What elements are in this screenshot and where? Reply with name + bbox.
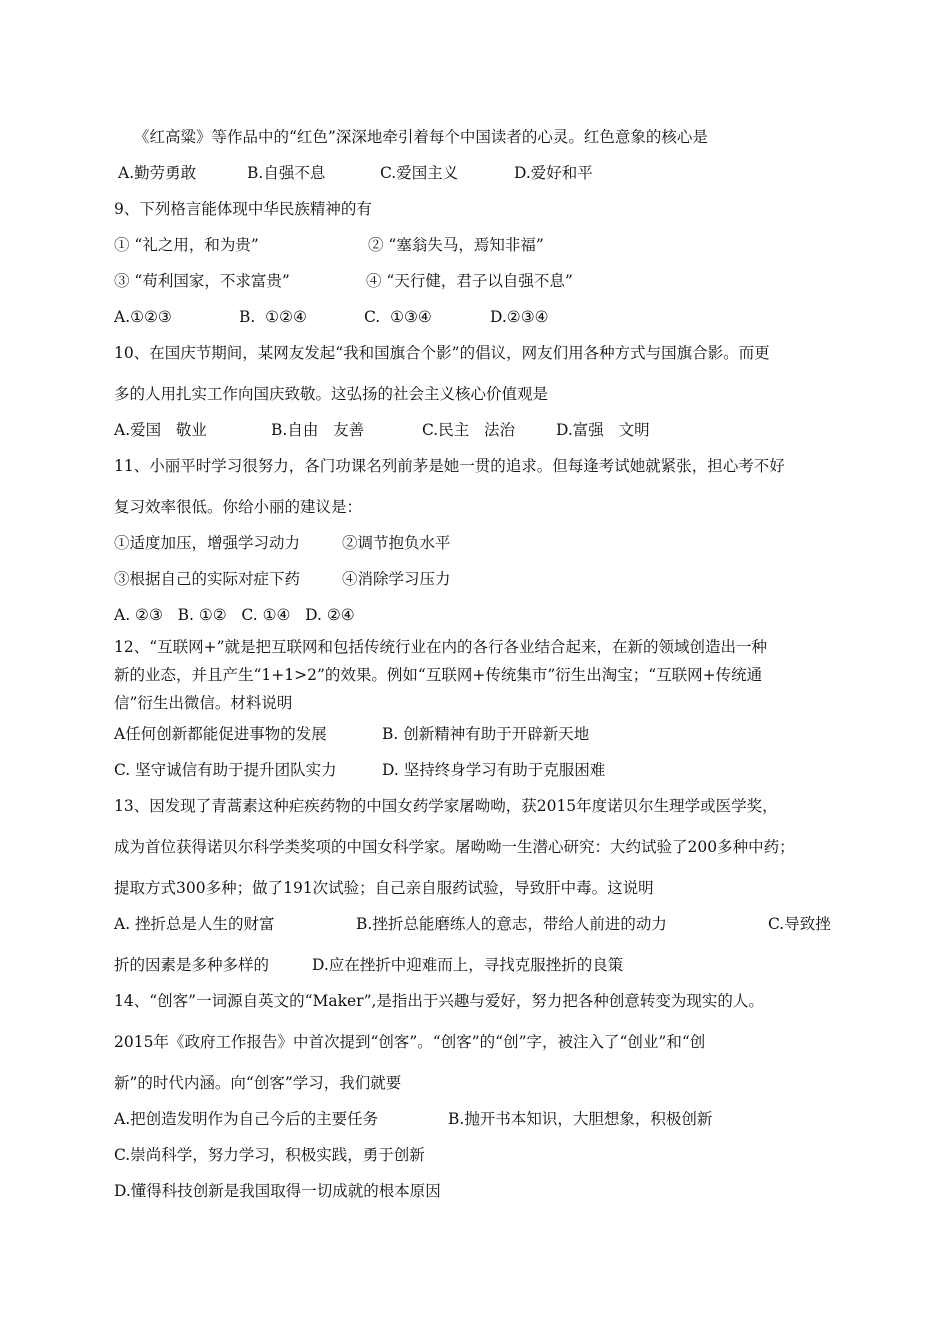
q9-option-d: D.②③④ [490, 308, 549, 326]
q13-option-a: A. 挫折总是人生的财富 [114, 915, 275, 933]
q14-stem-1: 14、“创客”一词源自英文的“Maker”,是指出于兴趣与爱好，努力把各种创意转变为现实的人。 [114, 992, 764, 1010]
q9-stem: 9、下列格言能体现中华民族精神的有 [114, 200, 372, 218]
q12-option-b: B. 创新精神有助于开辟新天地 [382, 725, 590, 743]
q10-option-a: A.爱国 敬业 [114, 421, 207, 439]
q14-stem-2: 2015年《政府工作报告》中首次提到“创客”。“创客”的“创”字，被注入了“创业”和“创 [114, 1033, 706, 1051]
q13-option-b: B.挫折总能磨练人的意志，带给人前进的动力 [356, 915, 667, 933]
q10-option-c: C.民主 法治 [422, 421, 516, 439]
q8-option-c: C.爱国主义 [380, 164, 459, 182]
q12-stem-3: 信”衍生出微信。材料说明 [114, 694, 293, 712]
q13-option-c-part-2: 折的因素是多种多样的 [114, 956, 270, 974]
q11-stem-2: 复习效率很低。你给小丽的建议是： [114, 498, 363, 516]
q13-stem-3: 提取方式300多种；做了191次试验；自己亲自服药试验，导致肝中毒。这说明 [114, 879, 654, 897]
q11-item-4: ④消除学习压力 [342, 570, 451, 588]
q13-option-c-part-1: C.导致挫 [768, 915, 831, 933]
q11-stem-1: 11、小丽平时学习很努力，各门功课名列前茅是她一贯的追求。但每逢考试她就紧张，担心考不好 [114, 457, 785, 475]
q14-option-d: D.懂得科技创新是我国取得一切成就的根本原因 [114, 1182, 441, 1200]
q8-stem: 《红高粱》等作品中的“红色”深深地牵引着每个中国读者的心灵。红色意象的核心是 [134, 128, 708, 146]
q12-stem-1: 12、“互联网+”就是把互联网和包括传统行业在内的各行各业结合起来，在新的领域创造出一种 [114, 638, 768, 656]
q9-option-c: C. ①③④ [364, 308, 432, 326]
q8-option-d: D.爱好和平 [514, 164, 593, 182]
q10-option-d: D.富强 文明 [556, 421, 650, 439]
q11-item-3: ③根据自己的实际对症下药 [114, 570, 301, 588]
q10-option-b: B.自由 友善 [271, 421, 365, 439]
q13-stem-2: 成为首位获得诺贝尔科学类奖项的中国女科学家。屠呦呦一生潜心研究：大约试验了200多种中药； [114, 838, 795, 856]
q11-options: A. ②③ B. ①② C. ①④ D. ②④ [114, 606, 355, 624]
q9-item-3: ③ “苟利国家，不求富贵” [114, 272, 290, 290]
q13-stem-1: 13、因发现了青蒿素这种疟疾药物的中国女药学家屠呦呦，获2015年度诺贝尔生理学或医学奖， [114, 797, 778, 815]
q9-option-b: B. ①②④ [239, 308, 307, 326]
q12-option-c: C. 坚守诚信有助于提升团队实力 [114, 761, 337, 779]
q9-item-2: ② “塞翁失马，焉知非福” [368, 236, 544, 254]
q14-option-c: C.崇尚科学，努力学习，积极实践，勇于创新 [114, 1146, 425, 1164]
q9-item-4: ④ “天行健，君子以自强不息” [366, 272, 573, 290]
q8-option-a: A.勤劳勇敢 [118, 164, 197, 182]
q10-stem-1: 10、在国庆节期间，某网友发起“我和国旗合个影”的倡议，网友们用各种方式与国旗合影。而更 [114, 344, 770, 362]
q12-option-d: D. 坚持终身学习有助于克服困难 [382, 761, 606, 779]
q14-option-b: B.抛开书本知识，大胆想象，积极创新 [448, 1110, 713, 1128]
q13-option-d: D.应在挫折中迎难而上，寻找克服挫折的良策 [312, 956, 624, 974]
q14-stem-3: 新”的时代内涵。向“创客”学习，我们就要 [114, 1074, 402, 1092]
q11-item-1: ①适度加压，增强学习动力 [114, 534, 301, 552]
q9-option-a: A.①②③ [114, 308, 172, 326]
q10-stem-2: 多的人用扎实工作向国庆致敬。这弘扬的社会主义核心价值观是 [114, 385, 549, 403]
q12-option-a: A任何创新都能促进事物的发展 [114, 725, 327, 743]
q12-stem-2: 新的业态，并且产生“1+1>2”的效果。例如“互联网+传统集市”衍生出淘宝；“互联网+传统通 [114, 666, 763, 684]
q9-item-1: ① “礼之用，和为贵” [114, 236, 259, 254]
q14-option-a: A.把创造发明作为自己今后的主要任务 [114, 1110, 379, 1128]
q11-item-2: ②调节抱负水平 [342, 534, 451, 552]
q8-option-b: B.自强不息 [247, 164, 326, 182]
